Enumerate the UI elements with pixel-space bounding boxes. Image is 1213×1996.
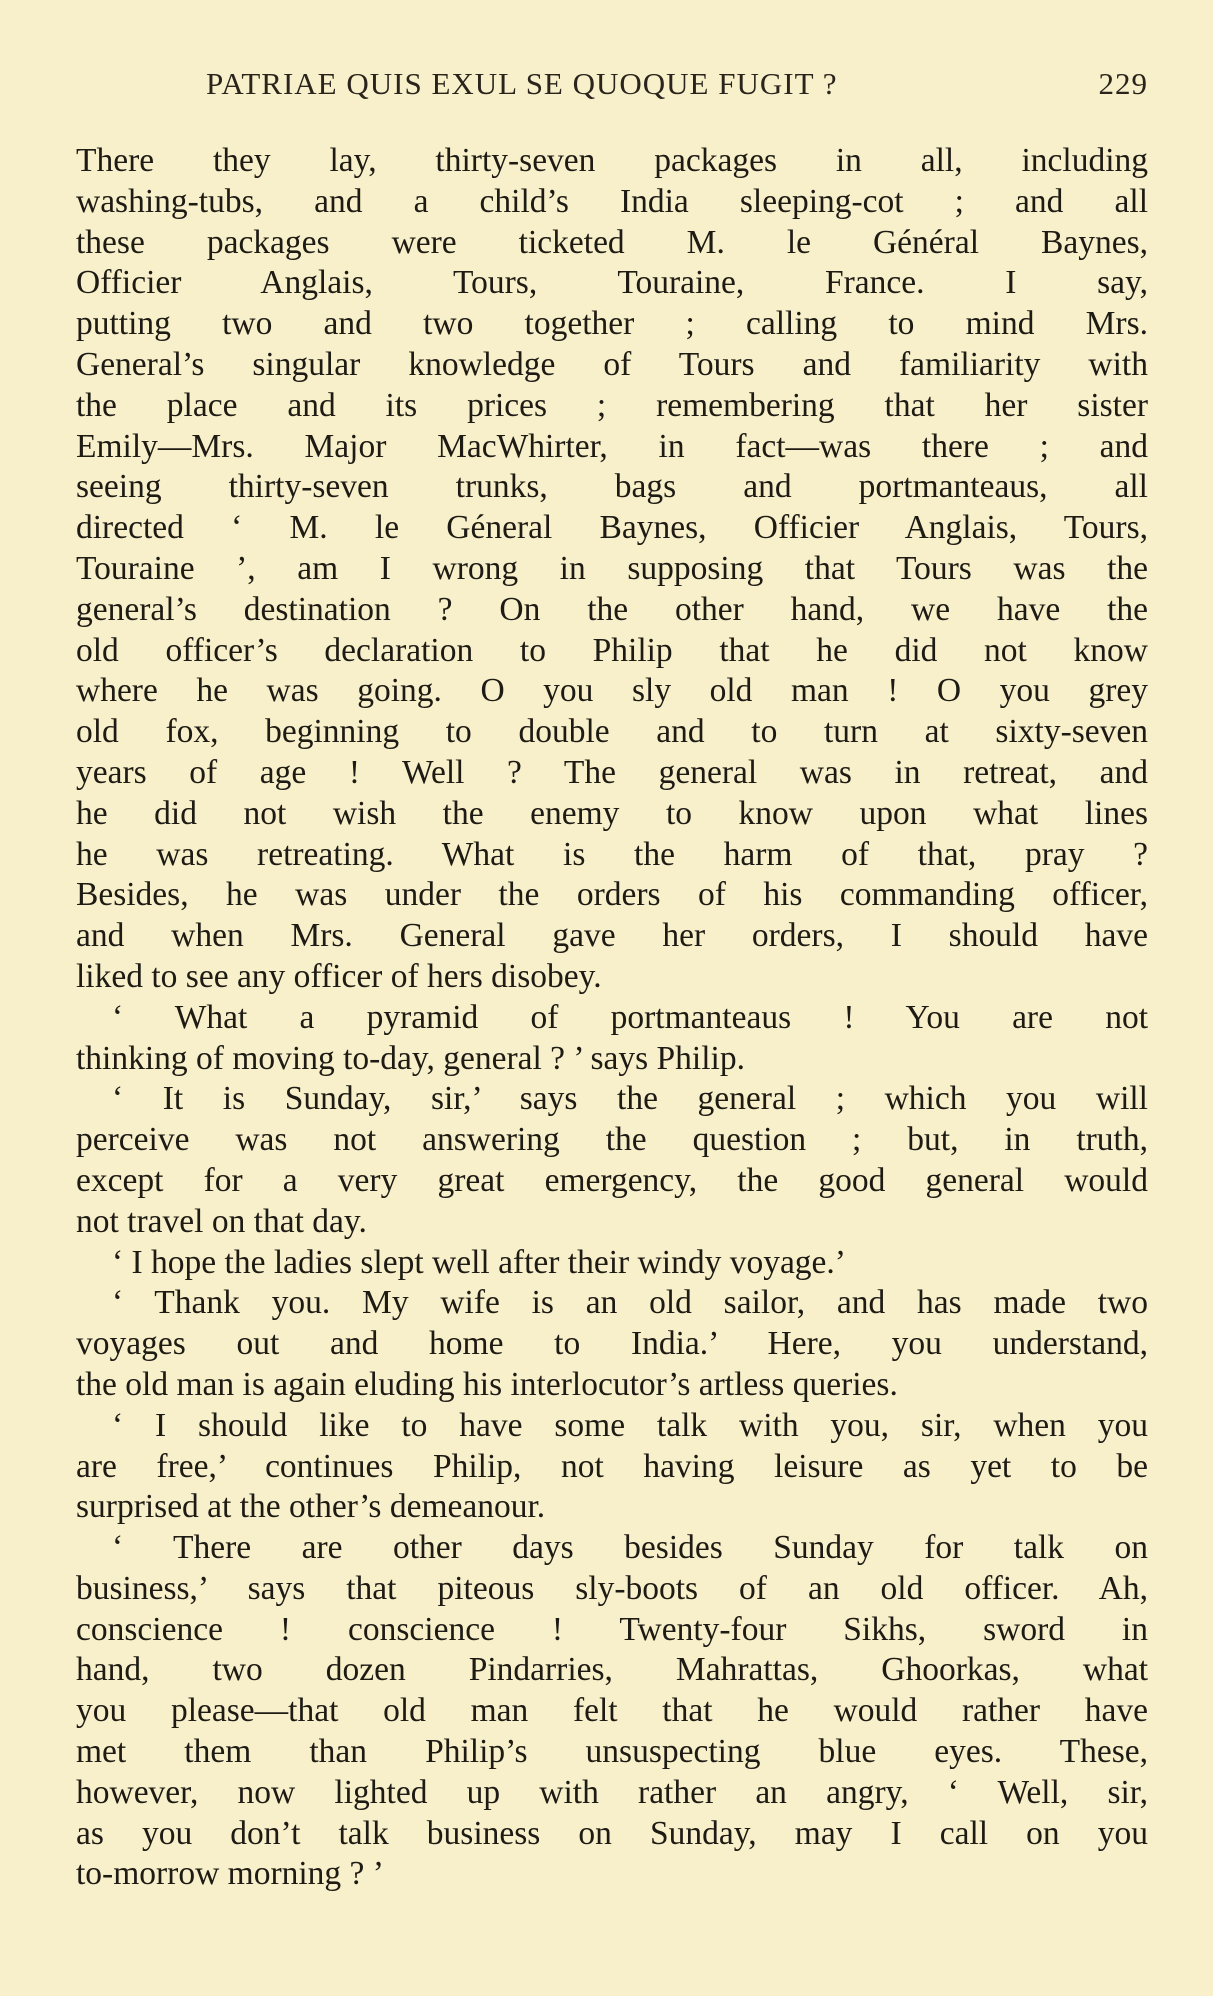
text-line: these packages were ticketed M. le Général Baynes, bbox=[76, 223, 1148, 261]
text-line: ‘ Thank you. My wife is an old sailor, and has made two bbox=[112, 1284, 1148, 1322]
text-line: old fox, beginning to double and to turn at sixty-seven bbox=[76, 713, 1148, 751]
text-line: general’s destination ? On the other hand, we have the bbox=[76, 590, 1148, 628]
text-line: ‘ It is Sunday, sir,’ says the general ; which you will bbox=[112, 1080, 1148, 1118]
text-line: years of age ! Well ? The general was in retreat, and bbox=[76, 753, 1148, 791]
text-line: ‘ What a pyramid of portmanteaus ! You are not bbox=[112, 998, 1148, 1036]
text-line: the place and its prices ; remembering that her sister bbox=[76, 386, 1148, 424]
text-line: liked to see any officer of hers disobey. bbox=[76, 957, 602, 995]
text-line: General’s singular knowledge of Tours and familiarity with bbox=[76, 345, 1148, 383]
running-head-title: PATRIAE QUIS EXUL SE QUOQUE FUGIT ? bbox=[206, 66, 838, 101]
text-line: Officier Anglais, Tours, Touraine, France. I say, bbox=[76, 264, 1148, 302]
text-line: however, now lighted up with rather an angry, ‘ Well, sir, bbox=[76, 1773, 1148, 1811]
text-line: you please—that old man felt that he would rather have bbox=[76, 1692, 1148, 1730]
text-line: as you don’t talk business on Sunday, may I call on you bbox=[76, 1814, 1148, 1852]
body-text bbox=[76, 141, 1148, 1895]
text-line: washing-tubs, and a child’s India sleeping-cot ; and all bbox=[76, 182, 1148, 220]
text-line: There they lay, thirty-seven packages in all, including bbox=[76, 142, 1148, 179]
text-line: ‘ I hope the ladies slept well after their windy voyage.’ bbox=[112, 1243, 846, 1281]
text-line: ‘ There are other days besides Sunday for talk on bbox=[112, 1529, 1148, 1567]
text-line: Emily—Mrs. Major MacWhirter, in fact—was there ; and bbox=[76, 427, 1148, 465]
page-number: 229 bbox=[1098, 66, 1148, 101]
text-line: except for a very great emergency, the good general would bbox=[76, 1161, 1148, 1199]
text-line: Touraine ’, am I wrong in supposing that Tours was the bbox=[76, 549, 1148, 587]
text-line: seeing thirty-seven trunks, bags and portmanteaus, all bbox=[76, 468, 1148, 506]
text-line: Besides, he was under the orders of his commanding officer, bbox=[76, 876, 1148, 914]
text-line: old officer’s declaration to Philip that he did not know bbox=[76, 631, 1148, 669]
text-line: hand, two dozen Pindarries, Mahrattas, Ghoorkas, what bbox=[76, 1651, 1148, 1689]
text-line: ‘ I should like to have some talk with you, sir, when you bbox=[112, 1406, 1148, 1444]
text-line: met them than Philip’s unsuspecting blue eyes. These, bbox=[76, 1733, 1148, 1771]
text-line: are free,’ continues Philip, not having leisure as yet to be bbox=[76, 1447, 1148, 1485]
text-line: he did not wish the enemy to know upon what lines bbox=[76, 794, 1148, 832]
text-line: directed ‘ M. le Géneral Baynes, Officier Anglais, Tours, bbox=[76, 509, 1148, 547]
text-line: business,’ says that piteous sly-boots of an old officer. Ah, bbox=[76, 1569, 1148, 1607]
text-line: thinking of moving to-day, general ? ’ says Philip. bbox=[76, 1039, 745, 1077]
text-line: conscience ! conscience ! Twenty-four Sikhs, sword in bbox=[76, 1610, 1148, 1648]
text-line: putting two and two together ; calling to mind Mrs. bbox=[76, 305, 1148, 343]
text-line: surprised at the other’s demeanour. bbox=[76, 1488, 546, 1526]
text-line: voyages out and home to India.’ Here, you understand, bbox=[76, 1325, 1148, 1363]
text-line: perceive was not answering the question ; but, in truth, bbox=[76, 1121, 1148, 1159]
text-line: he was retreating. What is the harm of that, pray ? bbox=[76, 835, 1148, 873]
text-line: to-morrow morning ? ’ bbox=[76, 1855, 384, 1893]
text-line: the old man is again eluding his interlocutor’s artless queries. bbox=[76, 1365, 898, 1403]
running-head bbox=[76, 66, 1148, 110]
text-line: where he was going. O you sly old man ! O you grey bbox=[76, 672, 1148, 710]
text-line: not travel on that day. bbox=[76, 1202, 367, 1240]
text-line: and when Mrs. General gave her orders, I should have bbox=[76, 917, 1148, 955]
